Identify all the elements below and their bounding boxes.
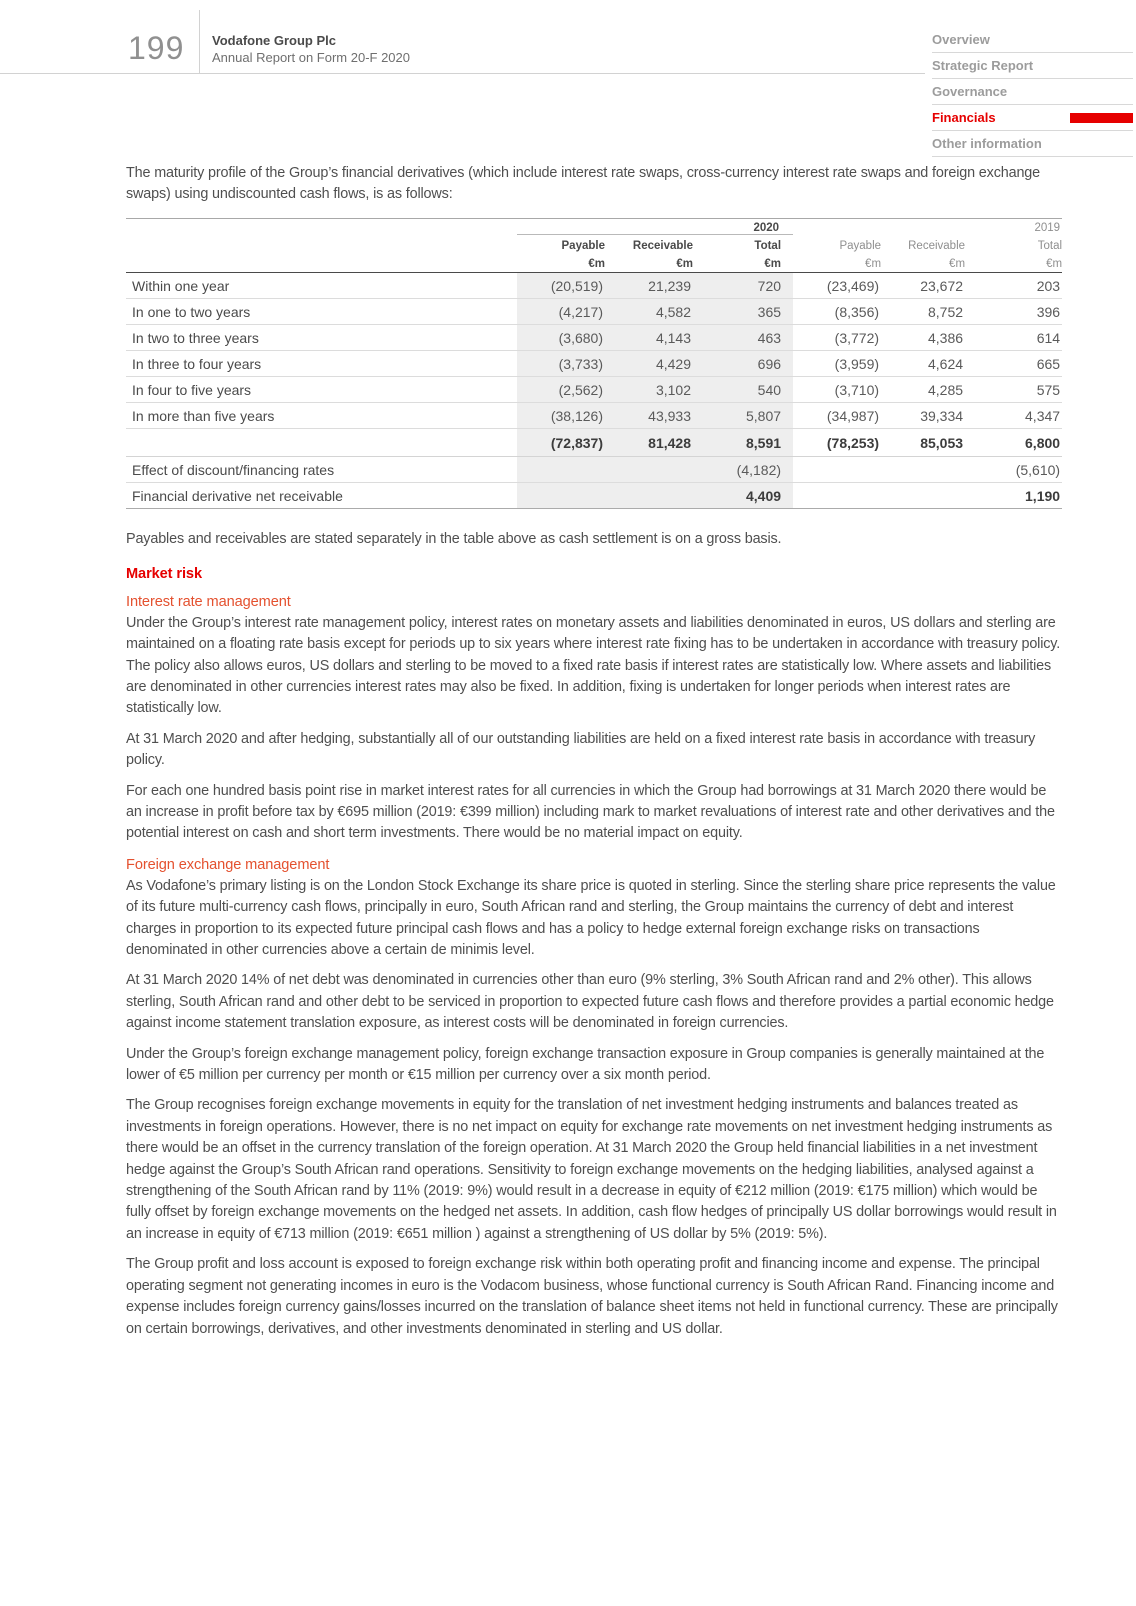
year-2019-header: 2019 bbox=[1034, 222, 1061, 235]
table-row bbox=[126, 273, 1062, 299]
row-label: In two to three years bbox=[126, 325, 517, 351]
table-row bbox=[126, 325, 1062, 351]
cell: (3,680) bbox=[517, 325, 605, 351]
fx-paragraph: As Vodafone’s primary listing is on the London Stock Exchange its share price is quoted in sterling. Since the sterling share price represents the value of its future multi-currency cash flows, principally in euro, South African rand and sterling, the Group maintains the currency of debt and interest charges in proportion to its expected future principal cash flows and has a policy to hedge external foreign exchange risks on transactions denominated in other currencies above a certain de minimis level. bbox=[126, 877, 1056, 958]
col-header: Receivable bbox=[908, 240, 966, 253]
cell: 665 bbox=[965, 351, 1062, 377]
table-column-header-row bbox=[126, 234, 1062, 252]
cell: (3,959) bbox=[793, 351, 881, 377]
fx-paragraph: The Group profit and loss account is exposed to foreign exchange risk within both operating profit and financing income and expense. The principal operating segment not generating incomes in euro is the Vodacom business, whose functional currency is South African Rand. Financing income and expense includes foreign currency gains/losses incurred on the translation of balance sheet items not held in functional currency. These are principally on certain borrowings, derivatives, and other investments denominated in sterling and US dollar. bbox=[126, 1256, 1058, 1337]
year-2020-header: 2020 bbox=[517, 218, 793, 234]
table-row bbox=[126, 377, 1062, 403]
fx-paragraph: At 31 March 2020 14% of net debt was denominated in currencies other than euro (9% sterling, 3% South African rand and 2% other). This allows sterling, South African rand and other debt to be serviced in proportion to expected future cash flows and therefore provides a partial economic hedge against income statement translation exposure, as interest costs will be denominated in foreign currencies. bbox=[126, 972, 1054, 1032]
cell: 4,429 bbox=[605, 351, 693, 377]
cell bbox=[517, 483, 605, 509]
cell: 4,409 bbox=[693, 483, 793, 509]
col-header: Payable bbox=[561, 240, 605, 253]
table-row bbox=[126, 351, 1062, 377]
header-divider bbox=[199, 10, 200, 73]
cell: (3,733) bbox=[517, 351, 605, 377]
row-label: Effect of discount/financing rates bbox=[126, 457, 517, 483]
interest-paragraph: At 31 March 2020 and after hedging, substantially all of our outstanding liabilities are held on a fixed interest rate basis in accordance with treasury policy. bbox=[126, 730, 1036, 769]
total-cell: 6,800 bbox=[965, 429, 1062, 457]
unit-label: €m bbox=[676, 258, 693, 271]
nav-item-governance[interactable]: Governance bbox=[932, 79, 1133, 105]
cell: 8,752 bbox=[881, 299, 965, 325]
cell: 720 bbox=[693, 273, 793, 299]
total-cell: 85,053 bbox=[881, 429, 965, 457]
unit-label: €m bbox=[588, 258, 605, 271]
market-risk-heading: Market risk bbox=[126, 565, 202, 582]
interest-paragraph: For each one hundred basis point rise in market interest rates for all currencies in which the Group had borrowings at 31 March 2020 there would be an increase in profit before tax by €695 million (2019: €399 million) including mark to market revaluations of interest rate and other derivatives and the potential interest on cash and short term investments. There would be no material impact on equity. bbox=[126, 782, 1055, 842]
cell: 540 bbox=[693, 377, 793, 403]
cell: (4,182) bbox=[693, 457, 793, 483]
header-title bbox=[212, 32, 410, 66]
col-header: Payable bbox=[839, 240, 882, 253]
table-row bbox=[126, 299, 1062, 325]
cell: (3,772) bbox=[793, 325, 881, 351]
active-section-marker bbox=[1070, 113, 1133, 123]
total-cell: (78,253) bbox=[793, 429, 881, 457]
cell: 4,386 bbox=[881, 325, 965, 351]
row-label: In three to four years bbox=[126, 351, 517, 377]
cell bbox=[793, 483, 881, 509]
cell: (4,217) bbox=[517, 299, 605, 325]
cell: 614 bbox=[965, 325, 1062, 351]
row-label: Financial derivative net receivable bbox=[132, 487, 343, 504]
cell: 4,582 bbox=[605, 299, 693, 325]
nav-item-strategic-report[interactable]: Strategic Report bbox=[932, 53, 1133, 79]
unit-label: €m bbox=[949, 258, 966, 271]
cell: (38,126) bbox=[517, 403, 605, 429]
cell: 463 bbox=[693, 325, 793, 351]
cell bbox=[605, 457, 693, 483]
cell: 39,334 bbox=[881, 403, 965, 429]
cell: (23,469) bbox=[793, 273, 881, 299]
cell: 4,285 bbox=[881, 377, 965, 403]
foreign-exchange-management-heading: Foreign exchange management bbox=[126, 856, 330, 873]
table-row bbox=[126, 403, 1062, 429]
intro-paragraph: The maturity profile of the Group’s financial derivatives (which include interest rate swaps, cross-currency interest rate swaps and foreign exchange swaps) using undiscounted cash flows, is as follows: bbox=[126, 165, 1041, 203]
page-number: 199 bbox=[128, 30, 185, 66]
cell: 575 bbox=[965, 377, 1062, 403]
cell: (8,356) bbox=[793, 299, 881, 325]
header-rule bbox=[0, 73, 925, 74]
row-label: In four to five years bbox=[126, 377, 517, 403]
cell bbox=[605, 483, 693, 509]
cell: 4,347 bbox=[965, 403, 1062, 429]
nav-item-other-information[interactable]: Other information bbox=[932, 131, 1133, 157]
cell: (20,519) bbox=[517, 273, 605, 299]
table-adjustment-row bbox=[126, 457, 1062, 483]
cell: (34,987) bbox=[793, 403, 881, 429]
company-name: Vodafone Group Plc bbox=[212, 33, 336, 48]
fx-paragraph: Under the Group’s foreign exchange management policy, foreign exchange transaction exposure in Group companies is generally maintained at the lower of €5 million per currency per month or €15 million per currency over a six month period. bbox=[126, 1045, 1045, 1084]
nav-item-financials[interactable] bbox=[932, 105, 1133, 131]
cell: 696 bbox=[693, 351, 793, 377]
table-unit-row bbox=[126, 252, 1062, 270]
cell: (3,710) bbox=[793, 377, 881, 403]
col-header: Total bbox=[1037, 240, 1063, 253]
cell bbox=[517, 457, 605, 483]
row-label: Within one year bbox=[126, 273, 517, 299]
total-cell: 8,591 bbox=[693, 429, 793, 457]
cell bbox=[881, 483, 965, 509]
unit-label: €m bbox=[865, 258, 882, 271]
cell: 3,102 bbox=[605, 377, 693, 403]
cell: 203 bbox=[965, 273, 1062, 299]
page-content bbox=[126, 163, 1062, 1349]
total-cell: 81,428 bbox=[605, 429, 693, 457]
col-header: Receivable bbox=[632, 240, 693, 253]
cell: 4,624 bbox=[881, 351, 965, 377]
col-header: Total bbox=[754, 240, 782, 253]
cell: 21,239 bbox=[605, 273, 693, 299]
cell: 365 bbox=[693, 299, 793, 325]
cell: 43,933 bbox=[605, 403, 693, 429]
unit-label: €m bbox=[764, 258, 782, 271]
cell: 1,190 bbox=[1025, 487, 1061, 504]
unit-label: €m bbox=[1046, 258, 1063, 271]
cell: 4,143 bbox=[605, 325, 693, 351]
total-cell: (72,837) bbox=[517, 429, 605, 457]
cell bbox=[881, 457, 965, 483]
cell bbox=[793, 457, 881, 483]
table-year-row bbox=[126, 218, 1062, 234]
table-net-receivable-row bbox=[126, 483, 1062, 509]
maturity-profile-table bbox=[126, 218, 1062, 510]
cell: (2,562) bbox=[517, 377, 605, 403]
cell: 5,807 bbox=[693, 403, 793, 429]
interest-paragraph: Under the Group’s interest rate management policy, interest rates on monetary assets and liabilities denominated in euros, US dollars and sterling are maintained on a floating rate basis except for periods up to six years where interest rate fixing has to be undertaken in accordance with treasury policy. The policy also allows euros, US dollars and sterling to be moved to a fixed rate basis if interest rates are statistically low. Where assets and liabilities are denominated in other currencies interest rates may also be fixed. In addition, fixing is undertaken for longer periods when interest rates are statistically low. bbox=[126, 614, 1061, 717]
fx-paragraph: The Group recognises foreign exchange movements in equity for the translation of net investment hedging instruments and balances treated as investments in foreign operations. However, there is no net impact on equity for exchange rate movements on net investment hedging instruments as there would be an offset in the currency translation of the foreign operation. At 31 March 2020 the Group held financial liabilities in a net investment hedge against the Group’s South African rand operations. Sensitivity to foreign exchange movements on the hedging liabilities, analysed against a strengthening of the South African rand by 11% (2019: 9%) would result in a decrease in equity of €212 million (2019: €175 million) which would be fully offset by foreign exchange movements on the hedged net assets. In addition, cash flow hedges of principally US dollar borrowings would result in an increase in equity of €713 million (2019: €651 million ) against a strengthening of US dollar by 5% (2019: 5%). bbox=[126, 1097, 1057, 1242]
table-total-row bbox=[126, 429, 1062, 457]
row-label: In one to two years bbox=[126, 299, 517, 325]
cell: (5,610) bbox=[965, 457, 1062, 483]
gross-basis-note: Payables and receivables are stated separately in the table above as cash settlement is on a gross basis. bbox=[126, 531, 782, 548]
nav-item-financials-label: Financials bbox=[932, 110, 996, 125]
nav-item-overview[interactable]: Overview bbox=[932, 27, 1133, 53]
cell: 396 bbox=[965, 299, 1062, 325]
report-name: Annual Report on Form 20-F 2020 bbox=[212, 50, 410, 65]
cell: 23,672 bbox=[881, 273, 965, 299]
row-label: In more than five years bbox=[126, 403, 517, 429]
interest-rate-management-heading: Interest rate management bbox=[126, 593, 291, 610]
section-nav bbox=[932, 27, 1133, 157]
